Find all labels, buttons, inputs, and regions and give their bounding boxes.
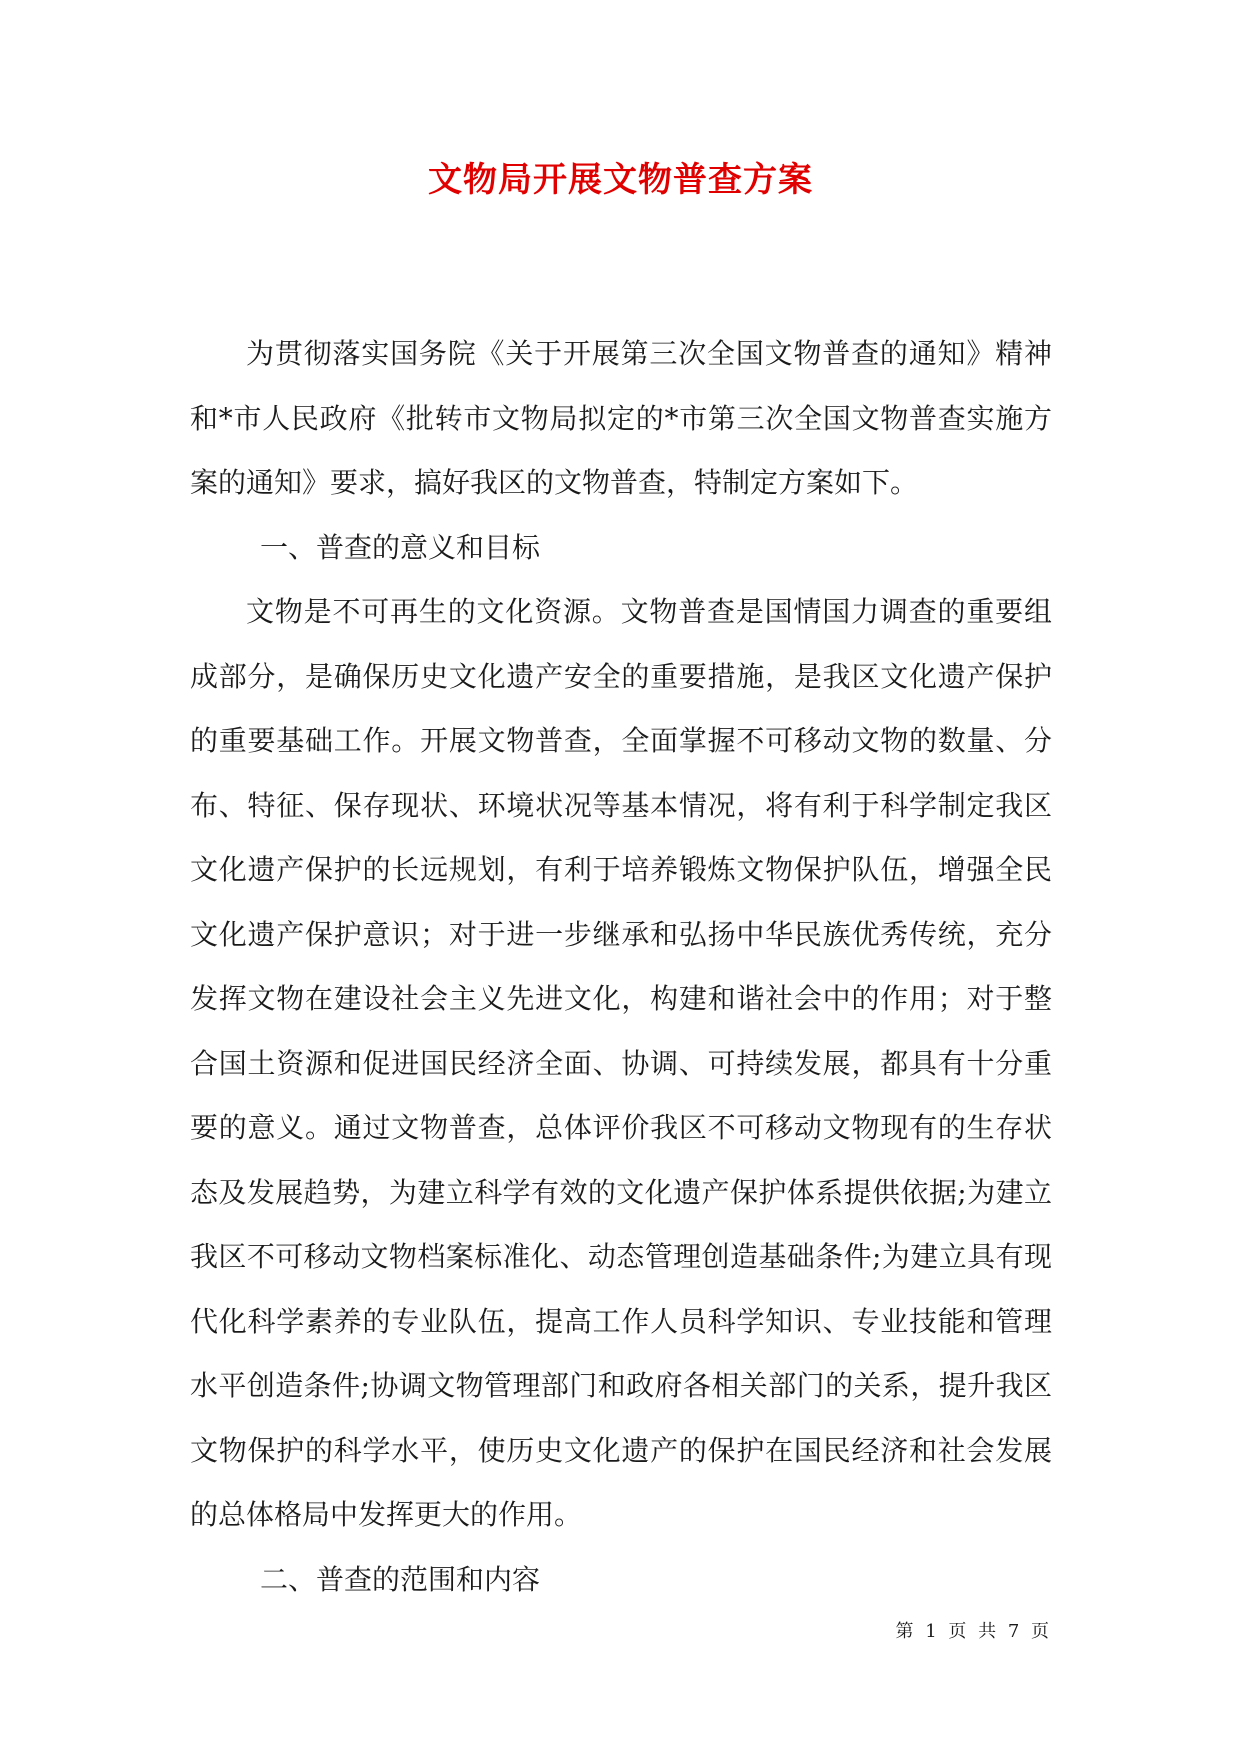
document-title: 文物局开展文物普查方案 [428, 160, 813, 200]
section-heading-2: 二、普查的范围和内容 [260, 1562, 541, 1596]
section-heading-1: 一、普查的意义和目标 [260, 530, 541, 564]
intro-paragraph: 为贯彻落实国务院《关于开展第三次全国文物普查的通知》精神和*市人民政府《批转市文物局拟定的*市第三次全国文物普查实施方案的通知》要求，搞好我区的文物普查，特制定方案如下。 [190, 337, 1052, 499]
page-number: 第 1 页 共 7 页 [895, 1621, 1052, 1642]
document-body [190, 322, 1052, 1612]
section-1-paragraph: 文物是不可再生的文化资源。文物普查是国情国力调查的重要组成部分，是确保历史文化遗产安全的重要措施，是我区文化遗产保护的重要基础工作。开展文物普查，全面掌握不可移动文物的数量、分布、特征、保存现状、环境状况等基本情况，将有利于科学制定我区文化遗产保护的长远规划，有利于培养锻炼文物保护队伍，增强全民文化遗产保护意识；对于进一步继承和弘扬中华民族优秀传统，充分发挥文物在建设社会主义先进文化，构建和谐社会中的作用；对于整合国土资源和促进国民经济全面、协调、可持续发展，都具有十分重要的意义。通过文物普查，总体评价我区不可移动文物现有的生存状态及发展趋势，为建立科学有效的文化遗产保护体系提供依据;为建立我区不可移动文物档案标准化、动态管理创造基础条件;为建立具有现代化科学素养的专业队伍，提高工作人员科学知识、专业技能和管理水平创造条件;协调文物管理部门和政府各相关部门的关系，提升我区文物保护的科学水平，使历史文化遗产的保护在国民经济和社会发展的总体格局中发挥更大的作用。 [190, 595, 1052, 1531]
